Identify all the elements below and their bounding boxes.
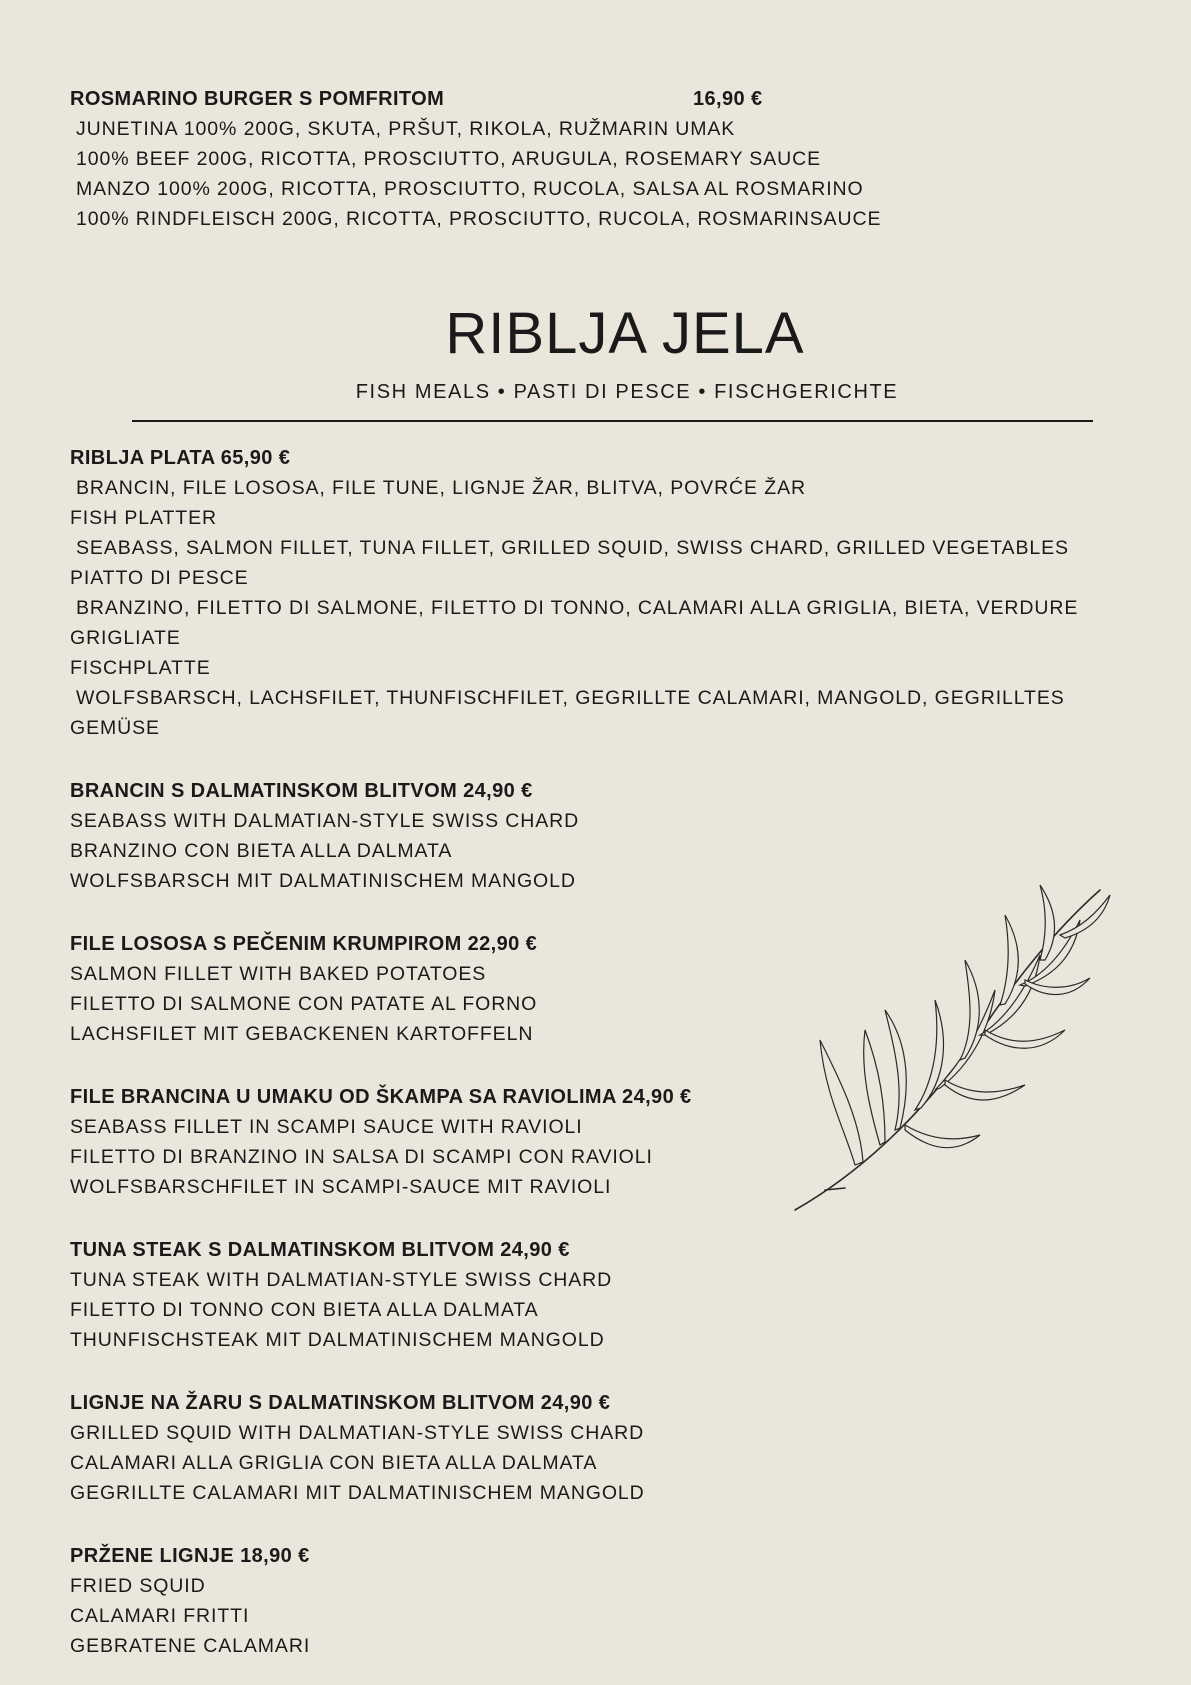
menu-item-description: GEBRATENE CALAMARI [70, 1635, 311, 1657]
menu-item-description: BRANZINO, FILETTO DI SALMONE, FILETTO DI TONNO, CALAMARI ALLA GRIGLIA, BIETA, VERDURE [76, 597, 1079, 619]
menu-item-description: LACHSFILET MIT GEBACKENEN KARTOFFELN [70, 1023, 534, 1045]
section-divider [132, 420, 1093, 422]
menu-item-title: FILE LOSOSA S PEČENIM KRUMPIROM 22,90 € [70, 933, 538, 955]
burger-title: ROSMARINO BURGER S POMFRITOM [70, 88, 445, 110]
menu-item-description: FRIED SQUID [70, 1575, 206, 1597]
menu-item-description: GEMÜSE [70, 717, 160, 739]
rosemary-sprig-illustration [785, 880, 1115, 1220]
burger-item [70, 84, 881, 234]
menu-item-title: TUNA STEAK S DALMATINSKOM BLITVOM 24,90 € [70, 1239, 570, 1261]
menu-item-description: CALAMARI FRITTI [70, 1605, 250, 1627]
menu-item-description: SEABASS FILLET IN SCAMPI SAUCE WITH RAVIOLI [70, 1116, 583, 1138]
menu-item-description: GEGRILLTE CALAMARI MIT DALMATINISCHEM MANGOLD [70, 1482, 645, 1504]
section-title: RIBLJA JELA [445, 301, 805, 366]
menu-item [70, 1082, 692, 1202]
menu-item-description: FILETTO DI TONNO CON BIETA ALLA DALMATA [70, 1299, 539, 1321]
menu-item [70, 929, 537, 1049]
menu-item-description: FISCHPLATTE [70, 657, 211, 679]
menu-item [70, 443, 1078, 743]
burger-desc-it: MANZO 100% 200G, RICOTTA, PROSCIUTTO, RUCOLA, SALSA AL ROSMARINO [76, 178, 864, 200]
menu-item [70, 776, 579, 896]
menu-item-description: WOLFSBARSCH, LACHSFILET, THUNFISCHFILET, GEGRILLTE CALAMARI, MANGOLD, GEGRILLTES [76, 687, 1065, 709]
menu-item-description: SALMON FILLET WITH BAKED POTATOES [70, 963, 487, 985]
menu-item-description: SEABASS, SALMON FILLET, TUNA FILLET, GRILLED SQUID, SWISS CHARD, GRILLED VEGETABLES [76, 537, 1069, 559]
menu-item [70, 1388, 645, 1508]
menu-item-description: BRANZINO CON BIETA ALLA DALMATA [70, 840, 453, 862]
menu-item-description: WOLFSBARSCH MIT DALMATINISCHEM MANGOLD [70, 870, 576, 892]
menu-item-description: CALAMARI ALLA GRIGLIA CON BIETA ALLA DALMATA [70, 1452, 598, 1474]
menu-item-description: TUNA STEAK WITH DALMATIAN-STYLE SWISS CHARD [70, 1269, 613, 1291]
burger-desc-de: 100% RINDFLEISCH 200G, RICOTTA, PROSCIUTTO, RUCOLA, ROSMARINSAUCE [76, 208, 882, 230]
menu-item-title: BRANCIN S DALMATINSKOM BLITVOM 24,90 € [70, 780, 533, 802]
menu-item-description: PIATTO DI PESCE [70, 567, 249, 589]
menu-item-description: SEABASS WITH DALMATIAN-STYLE SWISS CHARD [70, 810, 580, 832]
menu-item-description: WOLFSBARSCHFILET IN SCAMPI-SAUCE MIT RAVIOLI [70, 1176, 612, 1198]
menu-item [70, 1235, 612, 1355]
menu-item-title: PRŽENE LIGNJE 18,90 € [70, 1545, 310, 1567]
menu-item-description: FILETTO DI SALMONE CON PATATE AL FORNO [70, 993, 538, 1015]
menu-item-description: FILETTO DI BRANZINO IN SALSA DI SCAMPI CON RAVIOLI [70, 1146, 653, 1168]
menu-item [70, 1541, 310, 1661]
menu-item-title: RIBLJA PLATA 65,90 € [70, 447, 291, 469]
menu-item-description: FISH PLATTER [70, 507, 217, 529]
burger-price: 16,90 € [693, 88, 763, 110]
menu-item-title: FILE BRANCINA U UMAKU OD ŠKAMPA SA RAVIOLIMA 24,90 € [70, 1086, 692, 1108]
menu-item-description: GRIGLIATE [70, 627, 181, 649]
menu-item-description: THUNFISCHSTEAK MIT DALMATINISCHEM MANGOLD [70, 1329, 605, 1351]
menu-item-title: LIGNJE NA ŽARU S DALMATINSKOM BLITVOM 24,90 € [70, 1392, 611, 1414]
menu-item-description: GRILLED SQUID WITH DALMATIAN-STYLE SWISS CHARD [70, 1422, 645, 1444]
section-subtitle: FISH MEALS • PASTI DI PESCE • FISCHGERICHTE [355, 381, 899, 403]
burger-desc-en: 100% BEEF 200G, RICOTTA, PROSCIUTTO, ARUGULA, ROSEMARY SAUCE [76, 148, 821, 170]
burger-desc-hr: JUNETINA 100% 200G, SKUTA, PRŠUT, RIKOLA, RUŽMARIN UMAK [76, 118, 736, 140]
menu-item-description: BRANCIN, FILE LOSOSA, FILE TUNE, LIGNJE ŽAR, BLITVA, POVRĆE ŽAR [76, 477, 806, 499]
